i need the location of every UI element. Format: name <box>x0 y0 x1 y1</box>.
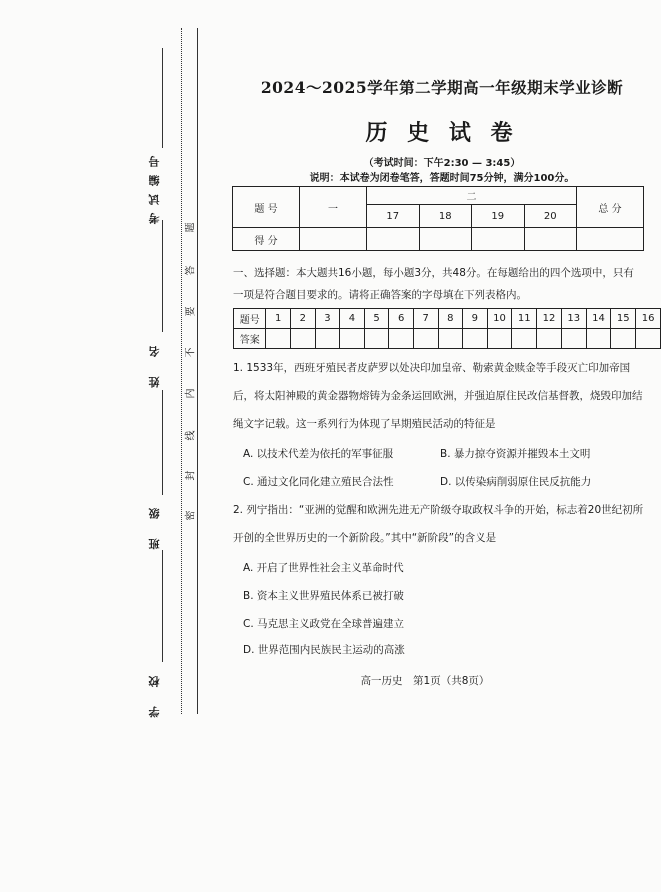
score-table-part-one: 一 <box>300 187 367 228</box>
answer-table-number: 16 <box>636 309 661 329</box>
answer-table-number: 6 <box>389 309 414 329</box>
score-table-subq: 18 <box>419 205 472 228</box>
question-2-option-a[interactable]: A. 开启了世界性社会主义革命时代 <box>243 562 404 574</box>
score-table-score-label: 得 分 <box>233 228 300 251</box>
page-footer: 高一历史 第1页（共8页） <box>360 675 490 687</box>
school-line[interactable] <box>162 550 163 662</box>
exam-note: 说明：本试卷为闭卷笔答，答题时间75分钟，满分100分。 <box>309 173 575 184</box>
answer-cell[interactable] <box>487 329 512 349</box>
score-cell[interactable] <box>419 228 472 251</box>
score-cell[interactable] <box>472 228 525 251</box>
answer-table-number: 15 <box>611 309 636 329</box>
answer-table-number: 3 <box>315 309 340 329</box>
answer-cell[interactable] <box>266 329 291 349</box>
seal-char: 封 <box>185 470 197 481</box>
question-1-option-a[interactable]: A. 以技术代差为依托的军事征服 <box>243 448 394 460</box>
answer-cell[interactable] <box>586 329 611 349</box>
score-table-subq: 20 <box>524 205 577 228</box>
score-table-subq: 19 <box>472 205 525 228</box>
answer-cell[interactable] <box>537 329 562 349</box>
score-table <box>232 186 644 251</box>
score-cell[interactable] <box>367 228 420 251</box>
score-table-total: 总 分 <box>577 187 644 228</box>
answer-table-number: 13 <box>561 309 586 329</box>
answer-cell[interactable] <box>364 329 389 349</box>
score-cell[interactable] <box>300 228 367 251</box>
question-1-option-b[interactable]: B. 暴力掠夺资源并摧毁本土文明 <box>440 448 591 460</box>
answer-cell[interactable] <box>636 329 661 349</box>
answer-table-number: 4 <box>340 309 365 329</box>
subject-title: 历 史 试 卷 <box>365 120 519 146</box>
answer-cell[interactable] <box>561 329 586 349</box>
answer-cell[interactable] <box>389 329 414 349</box>
answer-cell[interactable] <box>512 329 537 349</box>
answer-table-answer-label: 答案 <box>234 329 266 349</box>
seal-char: 密 <box>185 510 197 521</box>
field-name-label: 姓 名 <box>148 338 161 388</box>
seal-char: 答 <box>185 265 197 276</box>
answer-cell[interactable] <box>291 329 316 349</box>
score-cell[interactable] <box>577 228 644 251</box>
answer-table-number: 14 <box>586 309 611 329</box>
answer-cell[interactable] <box>611 329 636 349</box>
score-table-header-label: 题 号 <box>233 187 300 228</box>
seal-char: 不 <box>185 347 197 358</box>
field-class-label: 班 级 <box>148 500 161 550</box>
question-2-stem: 2. 列宁指出：“亚洲的觉醒和欧洲先进无产阶级夺取政权斗争的开始，标志着20世纪初所开创的全世界历史的一个新阶段。”其中“新阶段”的含义是 <box>233 504 644 544</box>
answer-table-number: 11 <box>512 309 537 329</box>
question-2-option-c[interactable]: C. 马克思主义政党在全球普遍建立 <box>243 618 405 630</box>
question-2-option-b[interactable]: B. 资本主义世界殖民体系已被打破 <box>243 590 404 602</box>
answer-table-number: 10 <box>487 309 512 329</box>
score-cell[interactable] <box>524 228 577 251</box>
answer-cell[interactable] <box>413 329 438 349</box>
score-table-part-two: 二 <box>367 187 577 205</box>
field-exam-number-label: 考试编号 <box>148 148 161 224</box>
binding-strip <box>0 20 205 720</box>
seal-char: 内 <box>185 388 197 399</box>
answer-table-number: 8 <box>438 309 463 329</box>
exam-time: （考试时间：下午2:30 — 3:45） <box>363 158 521 169</box>
section-one-instructions: 一、选择题：本大题共16小题，每小题3分，共48分。在每题给出的四个选项中，只有一项是符合题目要求的。请将正确答案的字母填在下列表格内。 <box>233 267 634 301</box>
question-1-stem: 1. 1533年，西班牙殖民者皮萨罗以处决印加皇帝、勒索黄金赎金等手段灭亡印加帝国后，将太阳神殿的黄金器物熔铸为金条运回欧洲，并强迫原住民改信基督教，烧毁印加结绳文字记载。这一系列行为体现了早期殖民活动的特征是 <box>233 362 643 430</box>
question-2-option-d[interactable]: D. 世界范围内民族民主运动的高涨 <box>243 644 405 656</box>
score-table-subq: 17 <box>367 205 420 228</box>
field-school-label: 学 校 <box>148 668 161 718</box>
exam-title: 2024～2025学年第二学期高一年级期末学业诊断 <box>260 78 624 97</box>
seal-char: 要 <box>185 306 197 317</box>
seal-char: 线 <box>185 430 197 441</box>
answer-table-number: 5 <box>364 309 389 329</box>
exam-number-line[interactable] <box>162 48 163 148</box>
answer-table-number: 1 <box>266 309 291 329</box>
question-1-option-d[interactable]: D. 以传染病削弱原住民反抗能力 <box>440 476 592 488</box>
answer-table <box>233 308 661 349</box>
answer-table-header-label: 题号 <box>234 309 266 329</box>
answer-table-number: 2 <box>291 309 316 329</box>
answer-table-number: 12 <box>537 309 562 329</box>
seal-char: 题 <box>185 222 197 233</box>
question-1-option-c[interactable]: C. 通过文化同化建立殖民合法性 <box>243 476 394 488</box>
answer-cell[interactable] <box>463 329 488 349</box>
name-line[interactable] <box>162 220 163 332</box>
class-line[interactable] <box>162 390 163 495</box>
answer-cell[interactable] <box>340 329 365 349</box>
seal-solid-line <box>197 28 198 714</box>
answer-cell[interactable] <box>315 329 340 349</box>
answer-table-number: 7 <box>413 309 438 329</box>
answer-table-number: 9 <box>463 309 488 329</box>
answer-cell[interactable] <box>438 329 463 349</box>
seal-dotted-line <box>181 28 182 714</box>
